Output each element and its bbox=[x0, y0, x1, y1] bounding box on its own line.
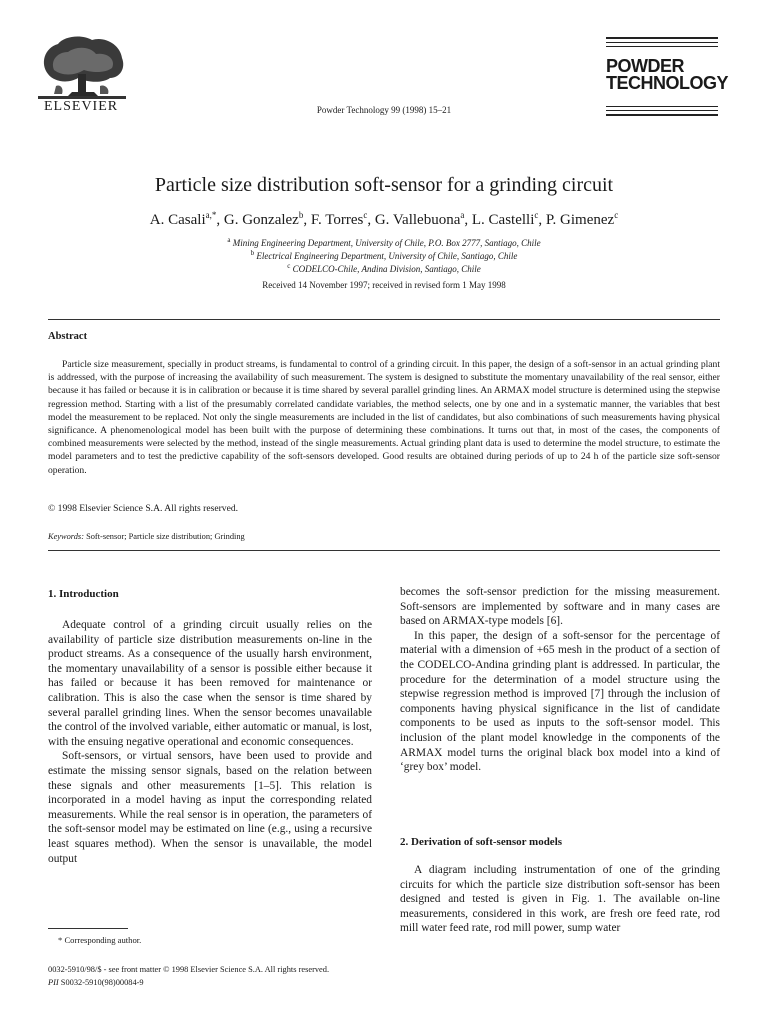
keywords bbox=[48, 532, 245, 541]
author-affiliation-marker: c bbox=[614, 210, 619, 220]
corresponding-author-footnote: * Corresponding author. bbox=[58, 935, 142, 945]
author-affiliation-marker: a bbox=[460, 210, 465, 220]
journal-title-rule bbox=[606, 46, 718, 47]
affiliation-text: Electrical Engineering Department, University of Chile, Santiago, Chile bbox=[256, 251, 518, 261]
affiliation bbox=[0, 262, 768, 274]
affiliation-marker: a bbox=[227, 236, 231, 244]
author-affiliation-marker: c bbox=[534, 210, 539, 220]
journal-title-rule bbox=[606, 114, 718, 116]
author-name: F. Torres bbox=[310, 212, 364, 228]
journal-title-rule bbox=[606, 106, 718, 107]
keywords-list: Soft-sensor; Particle size distribution; Grinding bbox=[86, 532, 245, 541]
affiliation bbox=[0, 249, 768, 261]
journal-title-line: TECHNOLOGY bbox=[606, 73, 729, 93]
author-affiliation-marker: c bbox=[363, 210, 368, 220]
pii-value: S0032-5910(98)00084-9 bbox=[60, 978, 144, 987]
author-name: G. Vallebuona bbox=[374, 212, 461, 228]
author-affiliation-marker: b bbox=[298, 210, 304, 220]
paragraph: becomes the soft-sensor prediction for the missing measurement. Soft-sensors are implemented by software and in many cases are based on ARMAX-type models [6]. bbox=[400, 586, 720, 628]
abstract-heading: Abstract bbox=[48, 331, 88, 342]
pii-label: PII bbox=[48, 978, 59, 987]
paragraph: A diagram including instrumentation of one of the grinding circuits for which the particle size distribution soft-sensor has been designed and tested is given in Fig. 1. The available on-line measurements, considered in this work, are fresh ore feed rate, rod mill water feed rate, rod mill power, sump water bbox=[400, 864, 720, 935]
keywords-label: Keywords: bbox=[48, 532, 84, 541]
author-name: P. Gimenez bbox=[545, 212, 615, 228]
left-column-text bbox=[48, 618, 372, 866]
author-name: L. Castelli bbox=[471, 212, 535, 228]
divider bbox=[48, 550, 720, 551]
abstract-text: Particle size measurement, specially in product streams, is fundamental to control of a grinding circuit. In this paper, the design of a soft-sensor in an actual grinding plant is addressed, with the purpose of increasing the availability of such measurement. The system is designed to substitute the momentary unavailability of the real sensor, either because it has failed or because it is in calibration or because it is time shared by several parallel grinding lines. An ARMAX model structure is determined using the stepwise regression method. Starting with a list of the presumably correlated candidate variables, the method selects, one by one and in a systematic manner, the variables that best model the measurement to be replaced. Not only the single measurements are included in the list of candidates, but also combinations of such measurements having physical significance. A phenomenological model has been built with the purpose of determining these combinations. It turns out that, in most of the cases, the components of combined measurements were selected by the method, instead of the single measurements. Actual grinding plant data is used to determine the model structure, to estimate the model parameters and to test the predictive capability of the soft-sensors developed. Good results are obtained during periods of up to 24 h of the particle size soft-sensor operation. bbox=[48, 359, 720, 476]
journal-reference: Powder Technology 99 (1998) 15–21 bbox=[316, 105, 452, 115]
journal-title-rule bbox=[606, 42, 718, 43]
elsevier-tree-logo bbox=[38, 34, 126, 100]
affiliation bbox=[0, 236, 768, 248]
paragraph: Soft-sensors, or virtual sensors, have been used to provide and estimate the missing sensor signals, based on the relation between these signals and other measurements [1–5]. This relation is incorporated in a model having as input the corresponding related measurements. While the real sensor is in operation, the parameters of the soft-sensor model may be estimated on line (e.g., using a recursive least squares method). When the sensor is unavailable, the model output bbox=[48, 750, 372, 865]
article-title: Particle size distribution soft-sensor for a grinding circuit bbox=[154, 174, 614, 196]
received-dates: Received 14 November 1997; received in revised form 1 May 1998 bbox=[262, 280, 506, 290]
paragraph: Adequate control of a grinding circuit usually relies on the availability of particle size distribution measurements on-line in the product streams. As a consequence of the usually harsh environment, the momentary unavailability of a sensor is possible either because it has failed or because it has been removed for maintenance or calibration. This is also the case when the sensor is time shared by several parallel grinding lines. When the sensor becomes unavailable the control of the involved variable, either automatic or manual, is lost, with the ensuing negative operational and economic consequences. bbox=[48, 619, 372, 748]
right-column-text-a bbox=[400, 585, 720, 775]
journal-title-rule bbox=[606, 37, 718, 39]
affiliation-text: Mining Engineering Department, University of Chile, P.O. Box 2777, Santiago, Chile bbox=[232, 238, 541, 248]
author-affiliation-marker: a,* bbox=[205, 210, 217, 220]
affiliation-text: CODELCO-Chile, Andina Division, Santiago, Chile bbox=[292, 264, 481, 274]
footnote-rule bbox=[48, 928, 128, 929]
issn-line: 0032-5910/98/$ - see front matter © 1998 Elsevier Science S.A. All rights reserved. bbox=[48, 965, 330, 974]
publisher-name: ELSEVIER bbox=[44, 99, 119, 114]
journal-title-rule bbox=[606, 110, 718, 111]
affiliation-marker: b bbox=[250, 249, 255, 257]
section-heading-introduction: 1. Introduction bbox=[48, 588, 119, 600]
author-name: A. Casali bbox=[149, 212, 206, 228]
pii-line bbox=[48, 978, 144, 987]
journal-title-line: POWDER bbox=[606, 56, 684, 76]
divider bbox=[48, 319, 720, 320]
author-list: A. Casali$^{a,*}$, G. Gonzalez$^b$, F. Torres$^c$, G. Vallebuona$^a$, L. Castelli$^c$, P. Gimenez$^c$ bbox=[149, 210, 619, 228]
section-heading-derivation: 2. Derivation of soft-sensor models bbox=[400, 836, 563, 848]
right-column-text-b bbox=[400, 863, 720, 936]
paragraph: In this paper, the design of a soft-sensor for the percentage of material with a dimension of +65 mesh in the product of a section of the CODELCO-Andina grinding plant is addressed. In particular, the procedure for the determination of a model structure using the stepwise regression method is improved [7] through the inclusion of components having physical significance in the list of candidate components to be used as inputs to the soft-sensor model. This inclusion of the plant model knowledge in the components of the ARMAX model turns the original black box model into a kind of ‘grey box’ model. bbox=[400, 629, 720, 774]
affiliation-marker: c bbox=[287, 262, 291, 270]
author-name: G. Gonzalez bbox=[223, 212, 299, 228]
abstract-copyright: © 1998 Elsevier Science S.A. All rights reserved. bbox=[48, 503, 239, 514]
